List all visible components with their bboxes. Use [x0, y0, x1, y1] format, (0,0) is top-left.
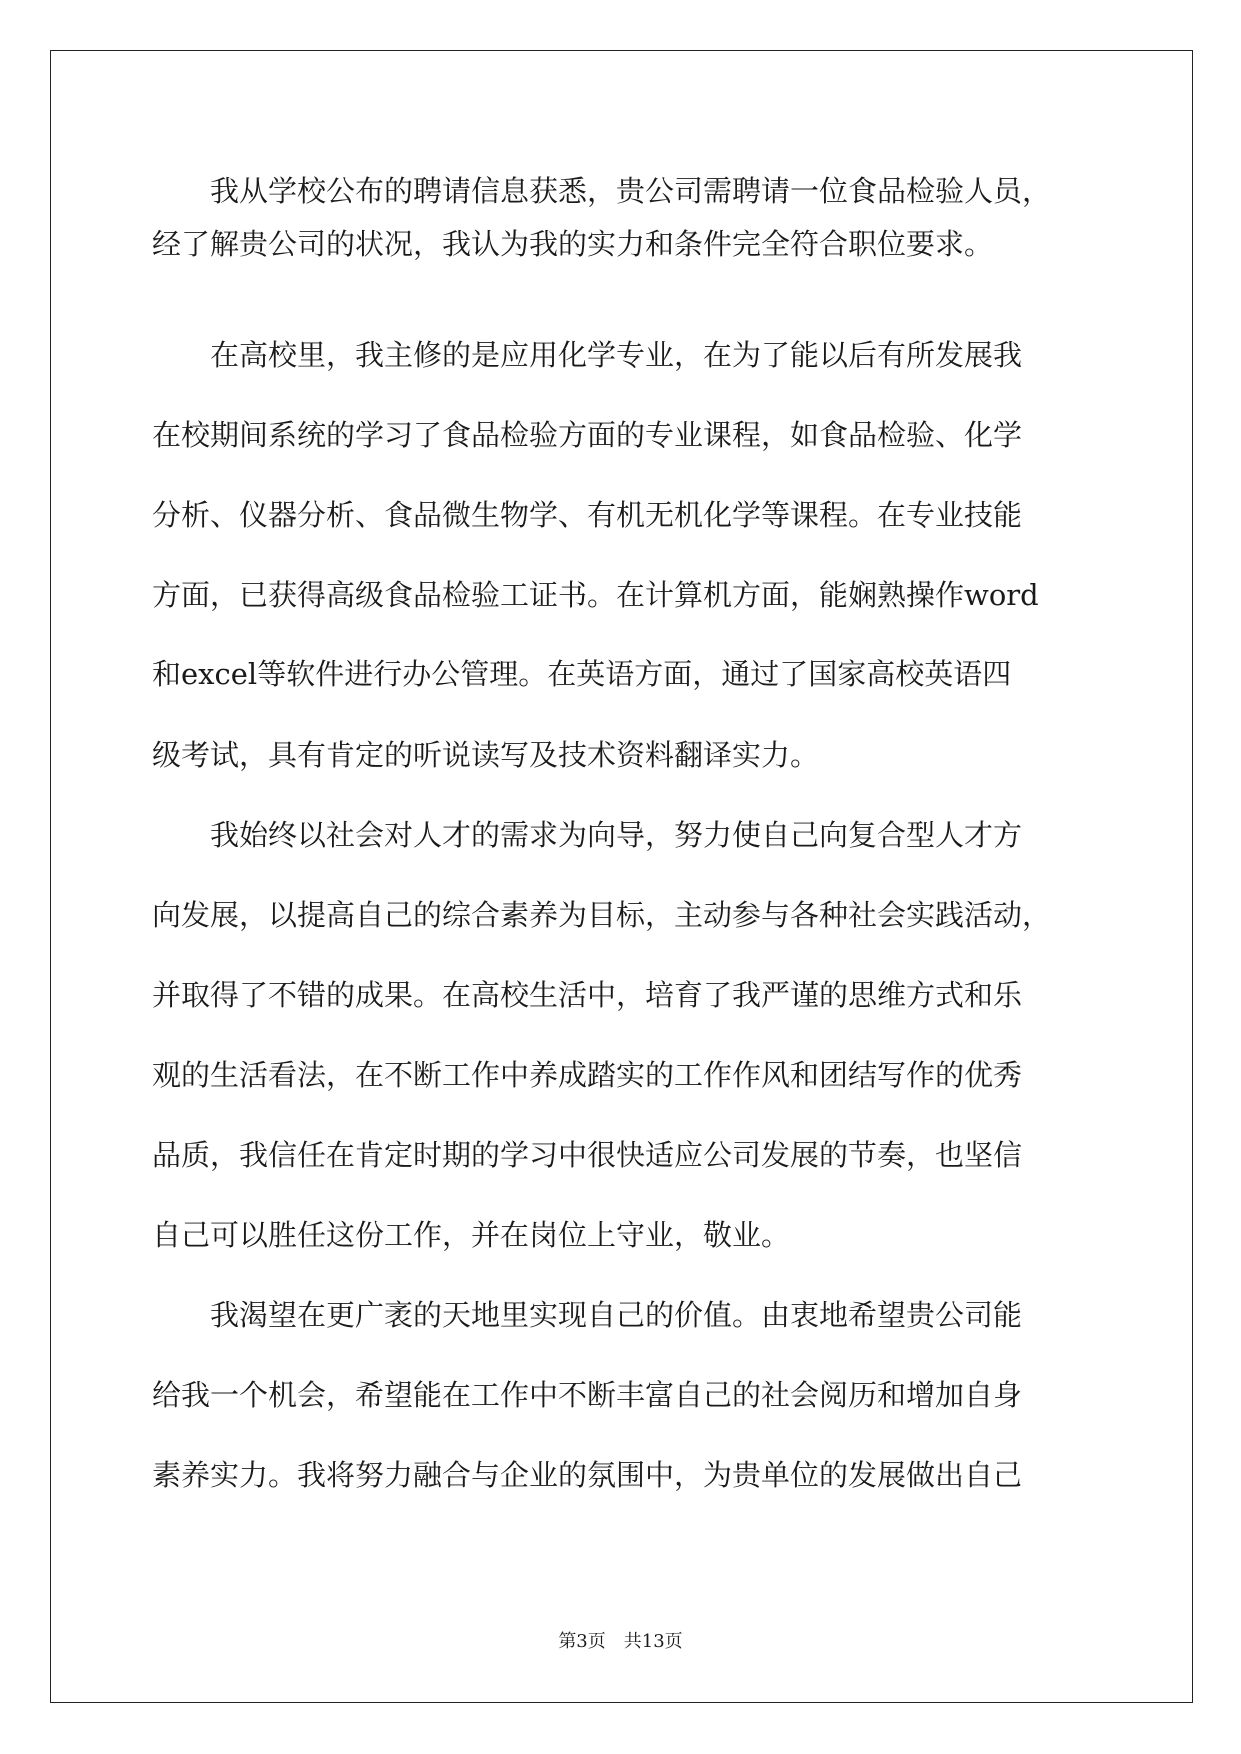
- text-line: 给我一个机会，希望能在工作中不断丰富自己的社会阅历和增加自身: [152, 1378, 1023, 1412]
- text-line: 和excel等软件进行办公管理。在英语方面，通过了国家高校英语四: [152, 657, 1012, 691]
- page-number-footer: 第3页 共13页: [558, 1631, 683, 1652]
- text-line: 级考试，具有肯定的听说读写及技术资料翻译实力。: [152, 738, 820, 772]
- text-line: 我始终以社会对人才的需求为向导，努力使自己向复合型人才方: [152, 818, 1023, 852]
- text-line: 我从学校公布的聘请信息获悉，贵公司需聘请一位食品检验人员，: [152, 174, 1052, 208]
- text-line: 分析、仪器分析、食品微生物学、有机无机化学等课程。在专业技能: [152, 498, 1023, 532]
- text-line: 经了解贵公司的状况，我认为我的实力和条件完全符合职位要求。: [152, 227, 994, 261]
- text-line: 素养实力。我将努力融合与企业的氛围中，为贵单位的发展做出自己: [152, 1458, 1023, 1492]
- text-line: 在高校里，我主修的是应用化学专业，在为了能以后有所发展我: [152, 338, 1023, 372]
- text-line: 方面，已获得高级食品检验工证书。在计算机方面，能娴熟操作word: [152, 578, 1039, 612]
- text-line: 自己可以胜任这份工作，并在岗位上守业，敬业。: [152, 1218, 791, 1252]
- page-border: [50, 50, 1193, 1703]
- text-line: 品质，我信任在肯定时期的学习中很快适应公司发展的节奏，也坚信: [152, 1138, 1023, 1172]
- text-line: 观的生活看法，在不断工作中养成踏实的工作作风和团结写作的优秀: [152, 1058, 1023, 1092]
- text-line: 在校期间系统的学习了食品检验方面的专业课程，如食品检验、化学: [152, 418, 1023, 452]
- text-line: 向发展，以提高自己的综合素养为目标，主动参与各种社会实践活动，: [152, 898, 1052, 932]
- text-line: 并取得了不错的成果。在高校生活中，培育了我严谨的思维方式和乐: [152, 978, 1023, 1012]
- text-line: 我渴望在更广袤的天地里实现自己的价值。由衷地希望贵公司能: [152, 1298, 1023, 1332]
